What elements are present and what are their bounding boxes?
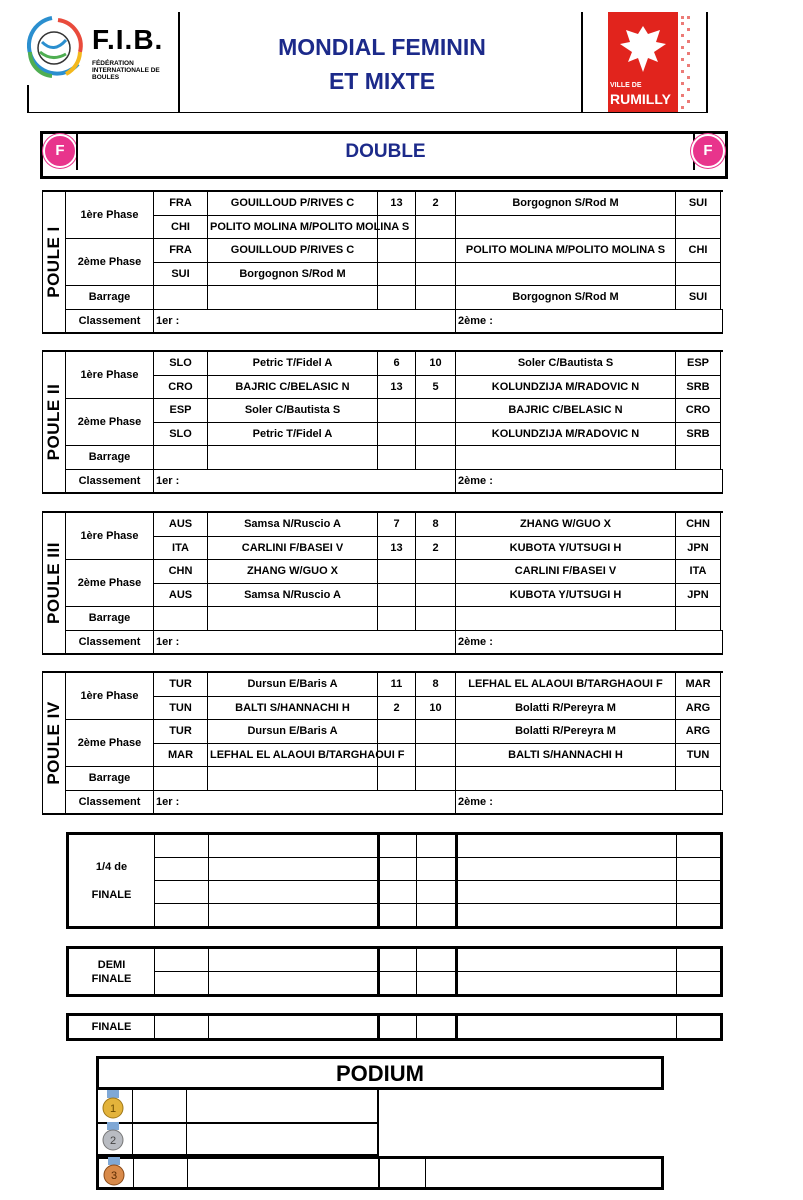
pool-name-text: POULE III xyxy=(44,542,63,624)
quarter-final-label-line1: 1/4 de xyxy=(95,860,128,873)
team-name: Soler C/Bautista S xyxy=(456,351,676,375)
ranking-label: Classement xyxy=(66,790,154,814)
country-code: FRA xyxy=(154,239,208,263)
country-code: ITA xyxy=(154,536,208,560)
country-code xyxy=(154,446,208,470)
qf-cell[interactable] xyxy=(209,904,379,928)
score-cell[interactable]: 5 xyxy=(416,375,456,399)
score-cell[interactable]: 7 xyxy=(378,512,416,536)
team-name: Petric T/Fidel A xyxy=(208,351,378,375)
qf-cell[interactable] xyxy=(457,834,677,858)
category-title: DOUBLE xyxy=(76,134,695,170)
sf-cell[interactable] xyxy=(417,972,457,996)
qf-cell[interactable] xyxy=(379,834,417,858)
country-code: ESP xyxy=(154,399,208,423)
score-cell[interactable]: 8 xyxy=(416,672,456,696)
score-cell[interactable]: 10 xyxy=(416,696,456,720)
qf-cell[interactable] xyxy=(379,858,417,881)
score-cell[interactable] xyxy=(378,239,416,263)
qf-cell[interactable] xyxy=(457,904,677,928)
team-name: Borgognon S/Rod M xyxy=(456,191,676,215)
rumilly-logo xyxy=(608,12,696,112)
country-code: CRO xyxy=(676,399,721,423)
qf-cell[interactable] xyxy=(457,881,677,904)
score-cell[interactable] xyxy=(378,446,416,470)
qf-cell[interactable] xyxy=(155,881,209,904)
svg-text:1: 1 xyxy=(109,1103,117,1115)
score-cell[interactable] xyxy=(416,767,456,791)
team-name: Bolatti R/Pereyra M xyxy=(456,696,676,720)
pool-name-text: POULE IV xyxy=(44,701,63,785)
podium-row-3 xyxy=(96,1156,664,1190)
sf-cell[interactable] xyxy=(379,972,417,996)
score-cell[interactable] xyxy=(378,286,416,310)
team-name: GOUILLOUD P/RIVES C xyxy=(208,191,378,215)
sf-cell[interactable] xyxy=(457,948,677,972)
team-name: BALTI S/HANNACHI H xyxy=(208,696,378,720)
second-place-field[interactable]: 2ème : xyxy=(456,309,723,333)
country-code: CHN xyxy=(154,560,208,584)
federation-short-name: F.I.B. xyxy=(92,24,164,55)
score-cell[interactable]: 10 xyxy=(416,351,456,375)
team-name xyxy=(456,446,676,470)
score-cell[interactable] xyxy=(416,422,456,446)
header-top-rule xyxy=(27,112,178,113)
score-cell[interactable] xyxy=(416,560,456,584)
team-name: ZHANG W/GUO X xyxy=(208,560,378,584)
f-cell[interactable] xyxy=(209,1015,379,1040)
gold-medal-icon xyxy=(98,1090,128,1124)
barrage-label: Barrage xyxy=(66,286,154,310)
team-name: Borgognon S/Rod M xyxy=(208,262,378,286)
header-left-rule xyxy=(27,85,29,113)
country-code xyxy=(154,607,208,631)
qf-cell[interactable] xyxy=(379,904,417,928)
team-name xyxy=(456,215,676,239)
podium-2-team[interactable] xyxy=(187,1122,377,1154)
phase-label: 1ère Phase xyxy=(66,672,154,720)
category-banner xyxy=(40,131,728,179)
final-table xyxy=(66,1013,723,1041)
team-name: Samsa N/Ruscio A xyxy=(208,583,378,607)
pool-name xyxy=(43,672,66,814)
team-name: Samsa N/Ruscio A xyxy=(208,512,378,536)
score-cell[interactable] xyxy=(378,399,416,423)
score-cell[interactable] xyxy=(416,399,456,423)
team-name xyxy=(456,607,676,631)
qf-cell[interactable] xyxy=(209,881,379,904)
phase-label: 2ème Phase xyxy=(66,560,154,607)
team-name xyxy=(456,767,676,791)
score-cell[interactable] xyxy=(416,607,456,631)
score-cell[interactable]: 11 xyxy=(378,672,416,696)
score-cell[interactable] xyxy=(416,286,456,310)
match-row xyxy=(43,672,723,696)
pool-name xyxy=(43,351,66,493)
pool-table-2 xyxy=(42,350,723,494)
town-prefix: VILLE DE xyxy=(610,82,642,89)
phase-label: 1ère Phase xyxy=(66,351,154,399)
team-name: Soler C/Bautista S xyxy=(208,399,378,423)
match-row xyxy=(43,191,723,215)
country-code: TUR xyxy=(154,720,208,744)
score-cell[interactable]: 13 xyxy=(378,191,416,215)
qf-cell[interactable] xyxy=(155,858,209,881)
team-name: Borgognon S/Rod M xyxy=(456,286,676,310)
country-code xyxy=(676,607,721,631)
team-name: Bolatti R/Pereyra M xyxy=(456,720,676,744)
country-code: TUN xyxy=(154,696,208,720)
pool-table-3 xyxy=(42,511,723,655)
first-place-field[interactable]: 1er : xyxy=(154,469,456,493)
country-code: SRB xyxy=(676,375,721,399)
qf-cell[interactable] xyxy=(677,904,722,928)
pool-name-text: POULE I xyxy=(44,226,63,298)
score-cell[interactable] xyxy=(378,583,416,607)
country-code: ARG xyxy=(676,696,721,720)
pool-name xyxy=(43,191,66,333)
fib-ball-icon xyxy=(22,12,88,84)
podium-3a-country[interactable] xyxy=(133,1159,188,1187)
country-code xyxy=(676,767,721,791)
country-code xyxy=(154,767,208,791)
barrage-label: Barrage xyxy=(66,767,154,791)
ranking-row xyxy=(43,790,723,814)
silver-medal-icon xyxy=(98,1122,128,1156)
second-place-field[interactable]: 2ème : xyxy=(456,790,723,814)
semi-final-label xyxy=(68,948,155,996)
final-label: FINALE xyxy=(68,1015,155,1040)
score-cell[interactable]: 13 xyxy=(378,375,416,399)
semi-final-table xyxy=(66,946,723,997)
country-code: SUI xyxy=(676,191,721,215)
team-name: Dursun E/Baris A xyxy=(208,720,378,744)
country-code: FRA xyxy=(154,191,208,215)
female-badge-left: F xyxy=(43,134,77,168)
team-name: KUBOTA Y/UTSUGI H xyxy=(456,536,676,560)
match-row xyxy=(43,239,723,263)
qf-cell[interactable] xyxy=(155,904,209,928)
country-code: SUI xyxy=(676,286,721,310)
country-code: TUR xyxy=(154,672,208,696)
team-name xyxy=(208,767,378,791)
semi-final-label-line2: FINALE xyxy=(91,972,132,985)
f-cell[interactable] xyxy=(677,1015,722,1040)
quarter-final-table xyxy=(66,832,723,929)
country-code: JPN xyxy=(676,536,721,560)
f-cell[interactable] xyxy=(379,1015,417,1040)
team-name: ZHANG W/GUO X xyxy=(456,512,676,536)
podium-3b-country[interactable] xyxy=(380,1159,426,1187)
event-title-line2: ET MIXTE xyxy=(328,68,436,94)
pool-table-4 xyxy=(42,671,723,815)
ranking-row xyxy=(43,309,723,333)
sf-cell[interactable] xyxy=(155,972,209,996)
qf-cell[interactable] xyxy=(209,834,379,858)
country-code: MAR xyxy=(154,743,208,767)
team-name xyxy=(208,286,378,310)
sf-cell[interactable] xyxy=(677,948,722,972)
country-code: SRB xyxy=(676,422,721,446)
qf-cell[interactable] xyxy=(155,834,209,858)
team-name xyxy=(208,446,378,470)
team-name: GOUILLOUD P/RIVES C xyxy=(208,239,378,263)
team-name: CARLINI F/BASEI V xyxy=(456,560,676,584)
score-cell[interactable]: 8 xyxy=(416,512,456,536)
qf-cell[interactable] xyxy=(457,858,677,881)
country-code: AUS xyxy=(154,512,208,536)
team-name: KOLUNDZIJA M/RADOVIC N xyxy=(456,422,676,446)
country-code xyxy=(676,215,721,239)
team-name xyxy=(456,262,676,286)
country-code: ARG xyxy=(676,720,721,744)
sf-cell[interactable] xyxy=(209,972,379,996)
country-code: CHI xyxy=(676,239,721,263)
first-place-field[interactable]: 1er : xyxy=(154,309,456,333)
barrage-label: Barrage xyxy=(66,607,154,631)
f-cell[interactable] xyxy=(417,1015,457,1040)
score-cell[interactable]: 2 xyxy=(378,696,416,720)
match-row xyxy=(43,399,723,423)
qf-cell[interactable] xyxy=(417,881,457,904)
country-code xyxy=(154,286,208,310)
team-name: LEFHAL EL ALAOUI B/TARGHAOUI F xyxy=(456,672,676,696)
svg-text:3: 3 xyxy=(110,1170,118,1182)
qf-cell[interactable] xyxy=(677,858,722,881)
podium-3b-team[interactable] xyxy=(426,1159,661,1187)
phase-label: 1ère Phase xyxy=(66,191,154,239)
ranking-label: Classement xyxy=(66,469,154,493)
semi-final-label-line1: DEMI xyxy=(97,958,126,971)
podium-title: PODIUM xyxy=(96,1056,664,1090)
country-code: MAR xyxy=(676,672,721,696)
ranking-label: Classement xyxy=(66,630,154,654)
phase-label: 1ère Phase xyxy=(66,512,154,560)
podium-2-country[interactable] xyxy=(132,1122,187,1154)
ranking-label: Classement xyxy=(66,309,154,333)
match-row xyxy=(43,351,723,375)
score-cell[interactable]: 2 xyxy=(416,536,456,560)
podium-row-2 xyxy=(96,1122,379,1156)
score-cell[interactable] xyxy=(378,560,416,584)
country-code: SLO xyxy=(154,351,208,375)
second-place-field[interactable]: 2ème : xyxy=(456,630,723,654)
country-code xyxy=(676,262,721,286)
header-rule-3 xyxy=(706,12,708,113)
team-name: LEFHAL EL ALAOUI B/TARGHAOUI F xyxy=(208,743,378,767)
country-code: CRO xyxy=(154,375,208,399)
score-cell[interactable] xyxy=(416,215,456,239)
sf-cell[interactable] xyxy=(677,972,722,996)
team-name: POLITO MOLINA M/POLITO MOLINA S xyxy=(208,215,378,239)
team-name: POLITO MOLINA M/POLITO MOLINA S xyxy=(456,239,676,263)
phase-label: 2ème Phase xyxy=(66,720,154,767)
score-cell[interactable] xyxy=(378,767,416,791)
ranking-row xyxy=(43,630,723,654)
town-name: RUMILLY xyxy=(610,91,671,107)
match-row xyxy=(43,286,723,310)
ranking-row xyxy=(43,469,723,493)
match-row xyxy=(43,560,723,584)
phase-label: 2ème Phase xyxy=(66,239,154,286)
sf-cell[interactable] xyxy=(155,948,209,972)
svg-text:2: 2 xyxy=(109,1135,117,1147)
team-name: CARLINI F/BASEI V xyxy=(208,536,378,560)
match-row xyxy=(43,767,723,791)
podium-1-team[interactable] xyxy=(187,1090,377,1122)
team-name: KOLUNDZIJA M/RADOVIC N xyxy=(456,375,676,399)
country-code xyxy=(676,446,721,470)
pool-name xyxy=(43,512,66,654)
score-cell[interactable] xyxy=(416,720,456,744)
female-badge-right: F xyxy=(691,134,725,168)
qf-cell[interactable] xyxy=(677,881,722,904)
score-cell[interactable]: 13 xyxy=(378,536,416,560)
score-cell[interactable]: 2 xyxy=(416,191,456,215)
match-row xyxy=(43,446,723,470)
country-code: SLO xyxy=(154,422,208,446)
podium-row-1 xyxy=(96,1090,379,1124)
event-title-line1: MONDIAL FEMININ xyxy=(278,34,486,60)
country-code: JPN xyxy=(676,583,721,607)
sf-cell[interactable] xyxy=(457,972,677,996)
first-place-field[interactable]: 1er : xyxy=(154,630,456,654)
country-code: CHI xyxy=(154,215,208,239)
qf-cell[interactable] xyxy=(417,834,457,858)
team-name xyxy=(208,607,378,631)
f-cell[interactable] xyxy=(457,1015,677,1040)
first-place-field[interactable]: 1er : xyxy=(154,790,456,814)
score-cell[interactable] xyxy=(416,239,456,263)
score-cell[interactable] xyxy=(378,607,416,631)
score-cell[interactable] xyxy=(378,720,416,744)
pool-table-1 xyxy=(42,190,723,334)
barrage-label: Barrage xyxy=(66,446,154,470)
bronze-medal-icon xyxy=(99,1157,129,1191)
score-cell[interactable] xyxy=(416,583,456,607)
podium-1-country[interactable] xyxy=(132,1090,187,1122)
team-name: BAJRIC C/BELASIC N xyxy=(456,399,676,423)
pool-name-text: POULE II xyxy=(44,383,63,461)
team-name: Petric T/Fidel A xyxy=(208,422,378,446)
team-name: KUBOTA Y/UTSUGI H xyxy=(456,583,676,607)
qf-cell[interactable] xyxy=(417,904,457,928)
quarter-final-label xyxy=(68,834,155,928)
team-name: Dursun E/Baris A xyxy=(208,672,378,696)
country-code: CHN xyxy=(676,512,721,536)
quarter-final-label-line2: FINALE xyxy=(91,888,132,901)
qf-cell[interactable] xyxy=(209,858,379,881)
country-code: ESP xyxy=(676,351,721,375)
qf-cell[interactable] xyxy=(379,881,417,904)
sf-cell[interactable] xyxy=(417,948,457,972)
second-place-field[interactable]: 2ème : xyxy=(456,469,723,493)
country-code: AUS xyxy=(154,583,208,607)
match-row xyxy=(43,512,723,536)
sf-cell[interactable] xyxy=(209,948,379,972)
qf-cell[interactable] xyxy=(417,858,457,881)
f-cell[interactable] xyxy=(155,1015,209,1040)
score-cell[interactable] xyxy=(416,743,456,767)
header-bottom-rule xyxy=(178,112,708,113)
score-cell[interactable] xyxy=(416,262,456,286)
match-row xyxy=(43,607,723,631)
phase-label: 2ème Phase xyxy=(66,399,154,446)
federation-full-name: FÉDÉRATION INTERNATIONALE DE BOULES xyxy=(92,60,160,81)
score-cell[interactable]: 6 xyxy=(378,351,416,375)
header-rule-1 xyxy=(178,12,180,113)
country-code: TUN xyxy=(676,743,721,767)
match-row xyxy=(43,720,723,744)
team-name: BALTI S/HANNACHI H xyxy=(456,743,676,767)
country-code: SUI xyxy=(154,262,208,286)
score-cell[interactable] xyxy=(378,262,416,286)
podium-3a-team[interactable] xyxy=(188,1159,380,1187)
qf-cell[interactable] xyxy=(677,834,722,858)
sf-cell[interactable] xyxy=(379,948,417,972)
score-cell[interactable] xyxy=(416,446,456,470)
score-cell[interactable] xyxy=(378,422,416,446)
country-code: ITA xyxy=(676,560,721,584)
team-name: BAJRIC C/BELASIC N xyxy=(208,375,378,399)
event-title xyxy=(182,30,582,98)
